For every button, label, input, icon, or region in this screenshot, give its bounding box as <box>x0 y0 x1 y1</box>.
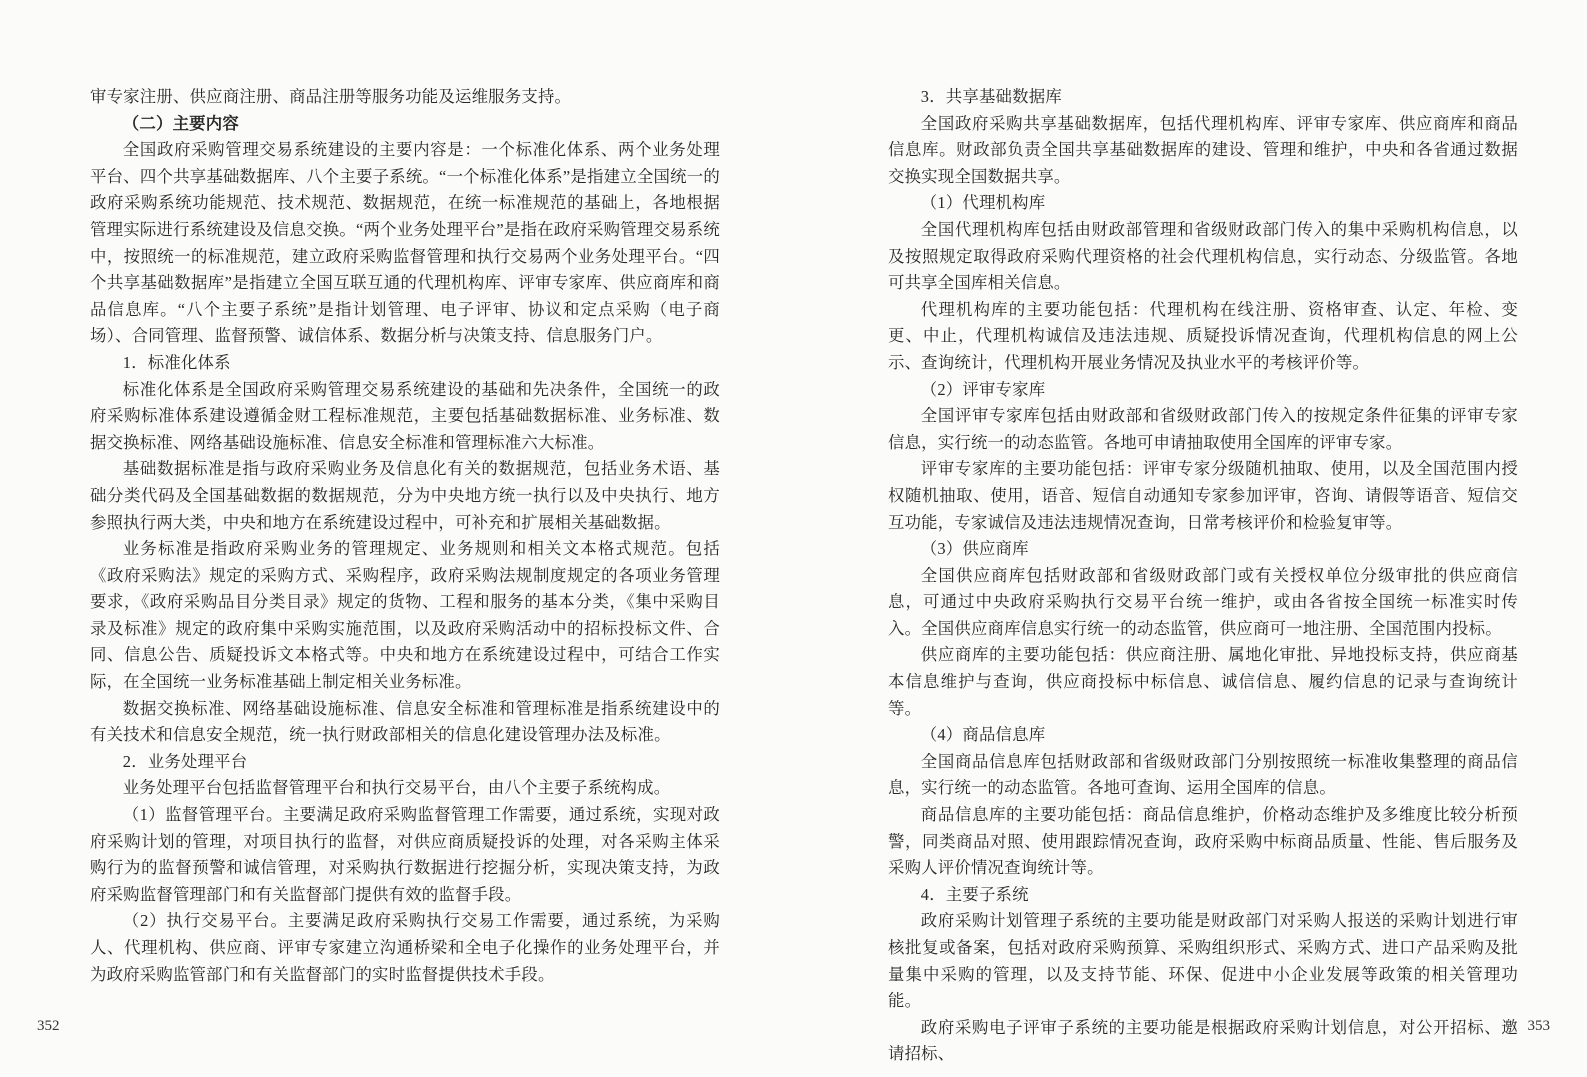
continuation-paragraph: 审专家注册、供应商注册、商品注册等服务功能及运维服务支持。 <box>90 87 572 106</box>
body-paragraph: 政府采购计划管理子系统的主要功能是财政部门对采购人报送的采购计划进行审核批复或备案，包括对政府采购预算、采购组织形式、采购方式、进口产品采购及批量集中采购的管理，以及支持节能、环保、促进中小企业发展等政策的相关管理功能。 <box>888 911 1518 1011</box>
body-paragraph: 全国政府采购管理交易系统建设的主要内容是：一个标准化体系、两个业务处理平台、四个共享基础数据库、八个主要子系统。“一个标准化体系”是指建立全国统一的政府采购系统功能规范、技术规范、数据规范，在统一标准规范的基础上，各地根据管理实际进行系统建设及信息交换。“两个业务处理平台”是指在政府采购管理交易系统中，按照统一的标准规范，建立政府采购监督管理和执行交易两个业务处理平台。“四个共享基础数据库”是指建立全国互联互通的代理机构库、评审专家库、供应商库和商品信息库。“八个主要子系统”是指计划管理、电子评审、协议和定点采购（电子商场）、合同管理、监督预警、诚信体系、数据分析与决策支持、信息服务门户。 <box>90 140 720 346</box>
body-paragraph: 全国供应商库包括财政部和省级财政部门或有关授权单位分级审批的供应商信息，可通过中央政府采购执行交易平台统一维护，或由各省按全国统一标准实时传入。全国供应商库信息实行统一的动态监管，供应商可一地注册、全国范围内投标。 <box>888 565 1518 638</box>
numbered-heading: （1）代理机构库 <box>920 193 1046 213</box>
body-paragraph: 商品信息库的主要功能包括：商品信息维护，价格动态维护及多维度比较分析预警，同类商品对照、使用跟踪情况查询，政府采购中标商品质量、性能、售后服务及采购人评价情况查询统计等。 <box>888 805 1518 878</box>
numbered-heading: 3．共享基础数据库 <box>920 87 1062 106</box>
body-paragraph: 业务标准是指政府采购业务的管理规定、业务规则和相关文本格式规范。包括《政府采购法》规定的采购方式、采购程序，政府采购法规制度规定的各项业务管理要求，《政府采购品目分类目录》规定的货物、工程和服务的基本分类，《集中采购目录及标准》规定的政府集中采购实施范围，以及政府采购活动中的招标投标文件、合同、信息公告、质疑投诉文本格式等。中央和地方在系统建设过程中，可结合工作实际，在全国统一业务标准基础上制定相关业务标准。 <box>90 539 720 692</box>
body-paragraph: （2）执行交易平台。主要满足政府采购执行交易工作需要，通过系统，为采购人、代理机构、供应商、评审专家建立沟通桥梁和全电子化操作的业务处理平台，并为政府采购监管部门和有关监督部门的实时监督提供技术手段。 <box>90 911 720 984</box>
numbered-heading: 2．业务处理平台 <box>122 751 248 771</box>
body-paragraph: 供应商库的主要功能包括：供应商注册、属地化审批、异地投标支持，供应商基本信息维护与查询，供应商投标中标信息、诚信信息、履约信息的记录与查询统计等。 <box>888 645 1518 718</box>
body-paragraph: 业务处理平台包括监督管理平台和执行交易平台，由八个主要子系统构成。 <box>122 778 671 798</box>
body-paragraph: 标准化体系是全国政府采购管理交易系统建设的基础和先决条件，全国统一的政府采购标准体系建设遵循金财工程标准规范，主要包括基础数据标准、业务标准、数据交换标准、网络基础设施标准、信息安全标准和管理标准六大标准。 <box>90 379 720 452</box>
body-paragraph: 全国代理机构库包括由财政部管理和省级财政部门传入的集中采购机构信息，以及按照规定取得政府采购代理资格的社会代理机构信息，实行动态、分级监管。各地可共享全国库相关信息。 <box>888 219 1518 293</box>
body-paragraph: 全国商品信息库包括财政部和省级财政部门分别按照统一标准收集整理的商品信息，实行统一的动态监管。各地可查询、运用全国库的信息。 <box>888 751 1518 798</box>
page-left <box>90 84 720 988</box>
numbered-heading: （3）供应商库 <box>920 539 1029 559</box>
body-paragraph: 评审专家库的主要功能包括：评审专家分级随机抽取、使用，以及全国范围内授权随机抽取、使用，语音、短信自动通知专家参加评审，咨询、请假等语音、短信交互功能，专家诚信及违法违规情况查询，日常考核评价和检验复审等。 <box>888 459 1518 532</box>
numbered-heading: 4．主要子系统 <box>920 884 1029 904</box>
body-paragraph: 全国政府采购共享基础数据库，包括代理机构库、评审专家库、供应商库和商品信息库。财政部负责全国共享基础数据库的建设、管理和维护，中央和各省通过数据交换实现全国数据共享。 <box>888 113 1518 186</box>
numbered-heading: （2）评审专家库 <box>920 379 1046 399</box>
body-paragraph: 基础数据标准是指与政府采购业务及信息化有关的数据规范，包括业务术语、基础分类代码及全国基础数据的数据规范，分为中央地方统一执行以及中央执行、地方参照执行两大类，中央和地方在系统建设过程中，可补充和扩展相关基础数据。 <box>90 459 720 532</box>
body-paragraph: 代理机构库的主要功能包括：代理机构在线注册、资格审查、认定、年检、变更、中止，代理机构诚信及违法违规、质疑投诉情况查询，代理机构信息的网上公示、查询统计，代理机构开展业务情况及执业水平的考核评价等。 <box>888 299 1518 372</box>
subsection-heading: （二）主要内容 <box>122 113 239 133</box>
body-paragraph: 全国评审专家库包括由财政部和省级财政部门传入的按规定条件征集的评审专家信息，实行统一的动态监管。各地可申请抽取使用全国库的评审专家。 <box>888 406 1518 452</box>
page-right <box>888 84 1518 1068</box>
numbered-heading: 1．标准化体系 <box>122 352 231 372</box>
page-number: 353 <box>1527 1018 1550 1034</box>
page-number: 352 <box>37 1018 60 1034</box>
body-paragraph: 政府采购电子评审子系统的主要功能是根据政府采购计划信息，对公开招标、邀请招标、 <box>888 1017 1518 1064</box>
body-paragraph: 数据交换标准、网络基础设施标准、信息安全标准和管理标准是指系统建设中的有关技术和信息安全规范，统一执行财政部相关的信息化建设管理办法及标准。 <box>90 698 720 745</box>
numbered-heading: （4）商品信息库 <box>920 725 1046 745</box>
body-paragraph: （1）监督管理平台。主要满足政府采购监督管理工作需要，通过系统，实现对政府采购计划的管理，对项目执行的监督，对供应商质疑投诉的处理，对各采购主体采购行为的监督预警和诚信管理，对采购执行数据进行挖掘分析，实现决策支持，为政府采购监督管理部门和有关监督部门提供有效的监督手段。 <box>90 805 720 904</box>
